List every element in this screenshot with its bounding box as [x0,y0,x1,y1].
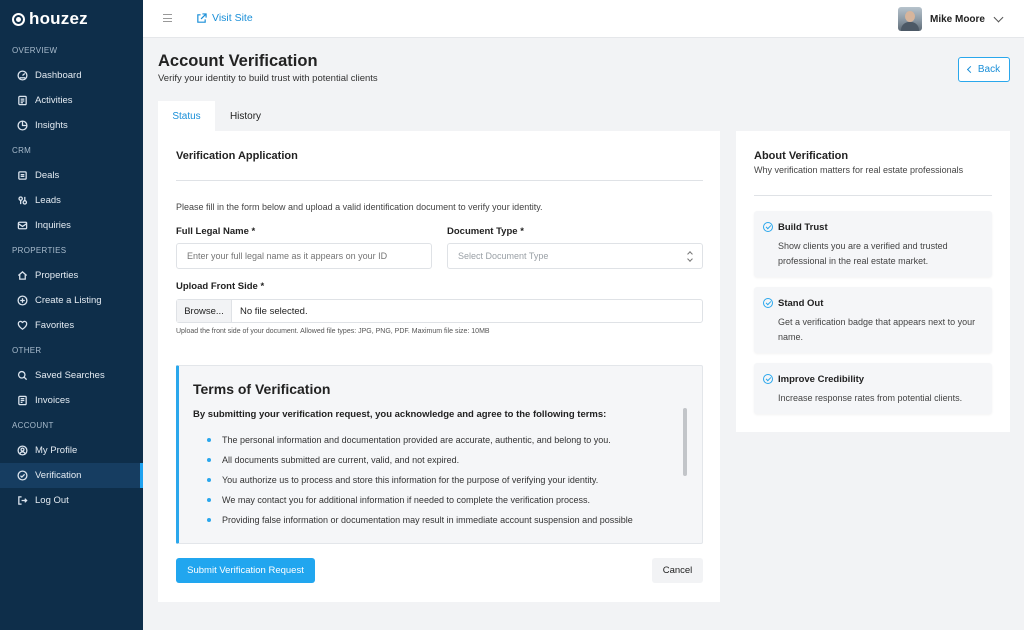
back-label: Back [977,64,1001,75]
benefit-build-trust [754,211,992,277]
benefit-desc: Increase response rates from potential clients. [778,393,963,403]
benefit-title: Stand Out [778,298,824,309]
tab-status[interactable]: Status [158,101,215,131]
check-circle-icon [763,298,773,308]
sidebar-item-label: Invoices [35,395,70,406]
terms-box[interactable] [176,365,703,544]
insights-icon [17,120,28,131]
full-name-input[interactable] [176,243,432,269]
form-heading: Verification Application [176,150,298,162]
submit-verification-button[interactable]: Submit Verification Request [176,558,315,583]
user-name: Mike Moore [929,13,985,25]
terms-item: Providing false information or documentation may result in immediate account suspension and possible [207,510,667,530]
sidebar-item-favorites[interactable] [0,313,143,338]
visit-site-label: Visit Site [212,12,253,24]
sidebar-item-label: Deals [35,170,60,181]
scrollbar-thumb[interactable] [683,408,687,476]
file-upload-field[interactable] [176,299,703,323]
document-type-label: Document Type * [447,226,524,237]
about-title: About Verification [754,150,849,162]
activities-icon [17,95,28,106]
terms-item: All documents submitted are current, valid, and not expired. [207,450,667,470]
sidebar-item-label: Properties [35,270,79,281]
sidebar-item-log-out[interactable] [0,488,143,513]
sidebar-item-dashboard[interactable] [0,63,143,88]
user-icon [17,445,28,456]
sidebar-item-deals[interactable] [0,163,143,188]
sidebar-item-label: Log Out [35,495,69,506]
terms-intro: By submitting your verification request, you acknowledge and agree to the following terms: [193,409,607,420]
sidebar-item-label: Inquiries [35,220,71,231]
inquiries-icon [17,220,28,231]
brand-logo[interactable] [0,0,143,38]
check-circle-icon [763,222,773,232]
sidebar-item-properties[interactable] [0,263,143,288]
sidebar-item-saved-searches[interactable] [0,363,143,388]
chevron-down-icon [994,12,1004,22]
logo-icon [12,13,25,26]
leads-icon [17,195,28,206]
sidebar-item-my-profile[interactable] [0,438,143,463]
brand-name: houzez [29,9,88,28]
sidebar-item-label: Verification [35,470,82,481]
sidebar-section-label: OVERVIEW [12,46,58,55]
benefit-title: Improve Credibility [778,374,865,385]
terms-scrollbar[interactable] [683,406,687,536]
full-name-label: Full Legal Name * [176,226,256,237]
back-button[interactable] [958,57,1010,82]
divider [754,195,992,196]
dashboard-icon [17,70,28,81]
sidebar-nav [0,38,143,513]
benefit-title: Build Trust [778,222,828,233]
check-circle-icon [763,374,773,384]
cancel-button[interactable]: Cancel [652,558,703,583]
sidebar-item-label: Saved Searches [35,370,105,381]
sidebar-item-leads[interactable] [0,188,143,213]
sidebar-item-label: Activities [35,95,73,106]
sidebar-section-label: ACCOUNT [12,421,54,430]
benefit-stand-out [754,287,992,353]
heart-icon [17,320,28,331]
sidebar-item-invoices[interactable] [0,388,143,413]
terms-title: Terms of Verification [193,381,331,397]
terms-list [207,430,667,530]
external-link-icon [196,13,207,24]
verification-form-card [158,131,720,602]
sidebar-item-verification[interactable] [0,463,143,488]
upload-hint: Upload the front side of your document. Allowed file types: JPG, PNG, PDF. Maximum file size: 10MB [176,328,490,335]
sidebar-section-label: PROPERTIES [12,246,67,255]
sidebar-item-create-a-listing[interactable] [0,288,143,313]
sidebar [0,0,143,630]
page-title: Account Verification [158,52,318,70]
sidebar-item-inquiries[interactable] [0,213,143,238]
sidebar-section-label: CRM [12,146,32,155]
divider [176,180,703,181]
sidebar-item-label: Create a Listing [35,295,102,306]
topbar [143,0,1024,38]
sidebar-section-label: OTHER [12,346,42,355]
search-icon [17,370,28,381]
about-subtitle: Why verification matters for real estate professionals [754,165,964,175]
sidebar-item-label: My Profile [35,445,78,456]
avatar [898,7,922,31]
check-circle-icon [17,470,28,481]
deals-icon [17,170,28,181]
user-menu[interactable] [898,7,1002,31]
form-intro: Please fill in the form below and upload a valid identification document to verify your identity. [176,202,543,212]
benefit-desc: Show clients you are a verified and trusted professional in the real estate market. [778,241,948,266]
visit-site-link[interactable] [196,12,253,24]
file-name-display: No file selected. [240,305,308,317]
select-arrows-icon [687,252,693,262]
menu-icon[interactable] [163,14,172,22]
sidebar-item-label: Favorites [35,320,75,331]
terms-item: You authorize us to process and store this information for the purpose of verifying your identity. [207,470,667,490]
sidebar-item-label: Insights [35,120,68,131]
sidebar-item-label: Dashboard [35,70,82,81]
sidebar-item-insights[interactable] [0,113,143,138]
page-subtitle: Verify your identity to build trust with potential clients [158,73,378,84]
benefit-desc: Get a verification badge that appears next to your name. [778,317,976,342]
browse-button[interactable]: Browse... [177,300,232,322]
upload-front-label: Upload Front Side * [176,281,265,292]
document-type-value: Select Document Type [458,251,549,261]
home-icon [17,270,28,281]
invoice-icon [17,395,28,406]
sidebar-item-label: Leads [35,195,61,206]
terms-item: We may contact you for additional information if needed to complete the verification process. [207,490,667,510]
logout-icon [17,495,28,506]
sidebar-item-activities[interactable] [0,88,143,113]
terms-item: The personal information and documentation provided are accurate, authentic, and belong to you. [207,430,667,450]
chevron-left-icon [967,66,974,73]
benefit-improve-credibility [754,363,992,414]
plus-circle-icon [17,295,28,306]
tab-history[interactable]: History [229,110,262,122]
about-verification-card [736,131,1010,432]
document-type-select[interactable] [447,243,703,269]
